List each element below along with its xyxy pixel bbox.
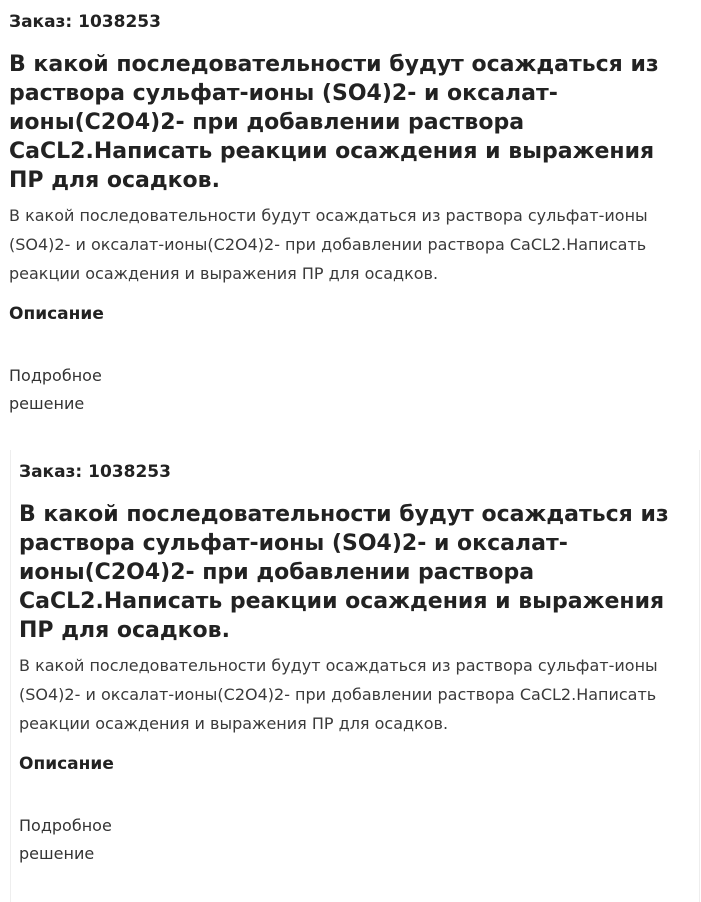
order-card-primary [0, 0, 701, 450]
description-heading: Описание [19, 754, 114, 774]
question-title: В какой последовательности будут осаждаться из раствора сульфат-ионы (SO4)2- и оксалат-ионы(C2O4)2- при добавлении раствора CaCL2.Написать реакции осаждения и выражения ПР для осадков. [19, 502, 669, 643]
question-title: В какой последовательности будут осаждаться из раствора сульфат-ионы (SO4)2- и оксалат-ионы(C2O4)2- при добавлении раствора CaCL2.Написать реакции осаждения и выражения ПР для осадков. [9, 52, 659, 193]
order-number: Заказ: 1038253 [19, 462, 171, 482]
description-heading: Описание [9, 304, 104, 324]
detailed-solution-link[interactable]: Подробное решение [19, 816, 112, 863]
detailed-solution-link[interactable]: Подробное решение [9, 366, 102, 413]
order-card-duplicate [10, 450, 700, 902]
order-number: Заказ: 1038253 [9, 12, 161, 32]
question-text: В какой последовательности будут осаждаться из раствора сульфат-ионы (SO4)2- и оксалат-ионы(C2O4)2- при добавлении раствора CaCL2.Написать реакции осаждения и выражения ПР для осадков. [19, 656, 658, 733]
question-text: В какой последовательности будут осаждаться из раствора сульфат-ионы (SO4)2- и оксалат-ионы(C2O4)2- при добавлении раствора CaCL2.Написать реакции осаждения и выражения ПР для осадков. [9, 206, 648, 283]
